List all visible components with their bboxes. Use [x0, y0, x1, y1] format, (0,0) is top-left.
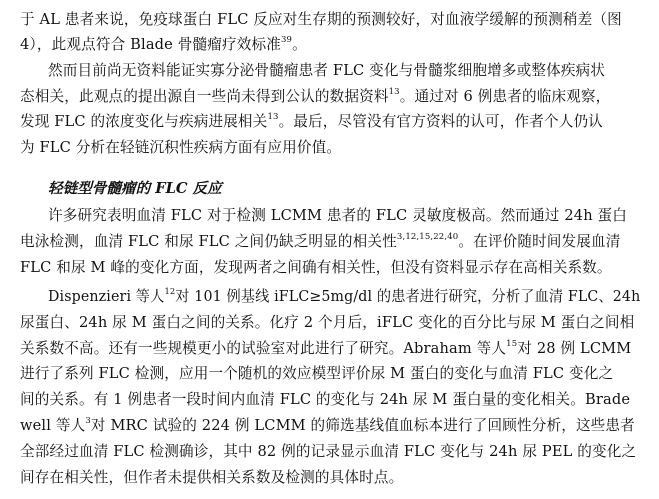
text-line: 4），此观点符合 Blade 骨髓瘤疗效标准$^{39}$。 [20, 35, 307, 53]
text-line: 于 AL 患者来说，免疫球蛋白 FLC 反应对生存期的预测较好，对血液学缓解的预测稍差（图 [20, 11, 622, 28]
text-line: 全部经过血清 FLC 检测确诊，其中 82 例的记录显示血清 FLC 变化与 24h 尿 PEL 的变化之 [20, 443, 637, 460]
citation: 15 [506, 339, 518, 350]
text-line: 发现 FLC 的浓度变化与疾病进展相关$^{13}$。最后，尽管没有官方资料的认可，作者个人仍认 [20, 112, 603, 130]
text-line: 间的关系。有 1 例患者一段时间内血清 FLC 的变化与 24h 尿 M 蛋白量的变化相关。Brade [20, 391, 631, 408]
text-line: 进行了系列 FLC 检测，应用一个随机的效应模型评价尿 M 蛋白的变化与血清 FLC 变化之 [20, 365, 614, 382]
text-line: 尿蛋白、24h 尿 M 蛋白之间的关系。化疗 2 个月后，iFLC 变化的百分比与尿 M 蛋白之间相 [20, 314, 635, 331]
section-heading: 轻链型骨髓瘤的 FLC 反应 [48, 180, 222, 197]
citation: 39 [280, 35, 293, 46]
text-line: 态相关，此观点的提出源自一些尚未得到公认的数据资料$^{13}$。通过对 6 例患者的临床观察， [20, 87, 611, 105]
text-line: 为 FLC 分析在轻链沉积性疾病方面有应用价值。 [20, 139, 342, 156]
text-line: 许多研究表明血清 FLC 对于检测 LCMM 患者的 FLC 灵敏度极高。然而通过 24h 蛋白 [48, 207, 628, 224]
text-line: well 等人$^3$对 MRC 试验的 224 例 LCMM 的筛选基线值血标本进行了回顾性分析，这些患者 [20, 416, 635, 434]
text-line: 然而目前尚无资料能证实寡分泌骨髓瘤患者 FLC 变化与骨髓浆细胞增多或整体疾病状 [48, 62, 606, 79]
text-line: 电泳检测，血清 FLC 和尿 FLC 之间仍缺乏明显的相关性$^{3,12,15,22,40}$。在评价随时间发展血清 [20, 232, 621, 250]
text-line: Dispenzieri 等人$^{12}$对 101 例基线 iFLC≥5mg/dl 的患者进行研究，分析了血清 FLC、24h [48, 287, 641, 305]
citation: 3,12,15,22,40 [396, 232, 459, 243]
citation: 13 [388, 87, 400, 98]
citation: 13 [267, 112, 279, 123]
text-line: 间存在相关性，但作者未提供相关系数及检测的具体时点。 [20, 469, 404, 486]
citation: 3 [85, 416, 91, 427]
citation: 12 [164, 287, 176, 298]
text-line: FLC 和尿 M 峰的变化方面，发现两者之间确有相关性，但没有资料显示存在高相关系数。 [20, 259, 612, 276]
text-line: 关系数不高。还有一些规模更小的试验室对此进行了研究。Abraham 等人$^{15}$对 28 例 LCMM [20, 339, 632, 357]
